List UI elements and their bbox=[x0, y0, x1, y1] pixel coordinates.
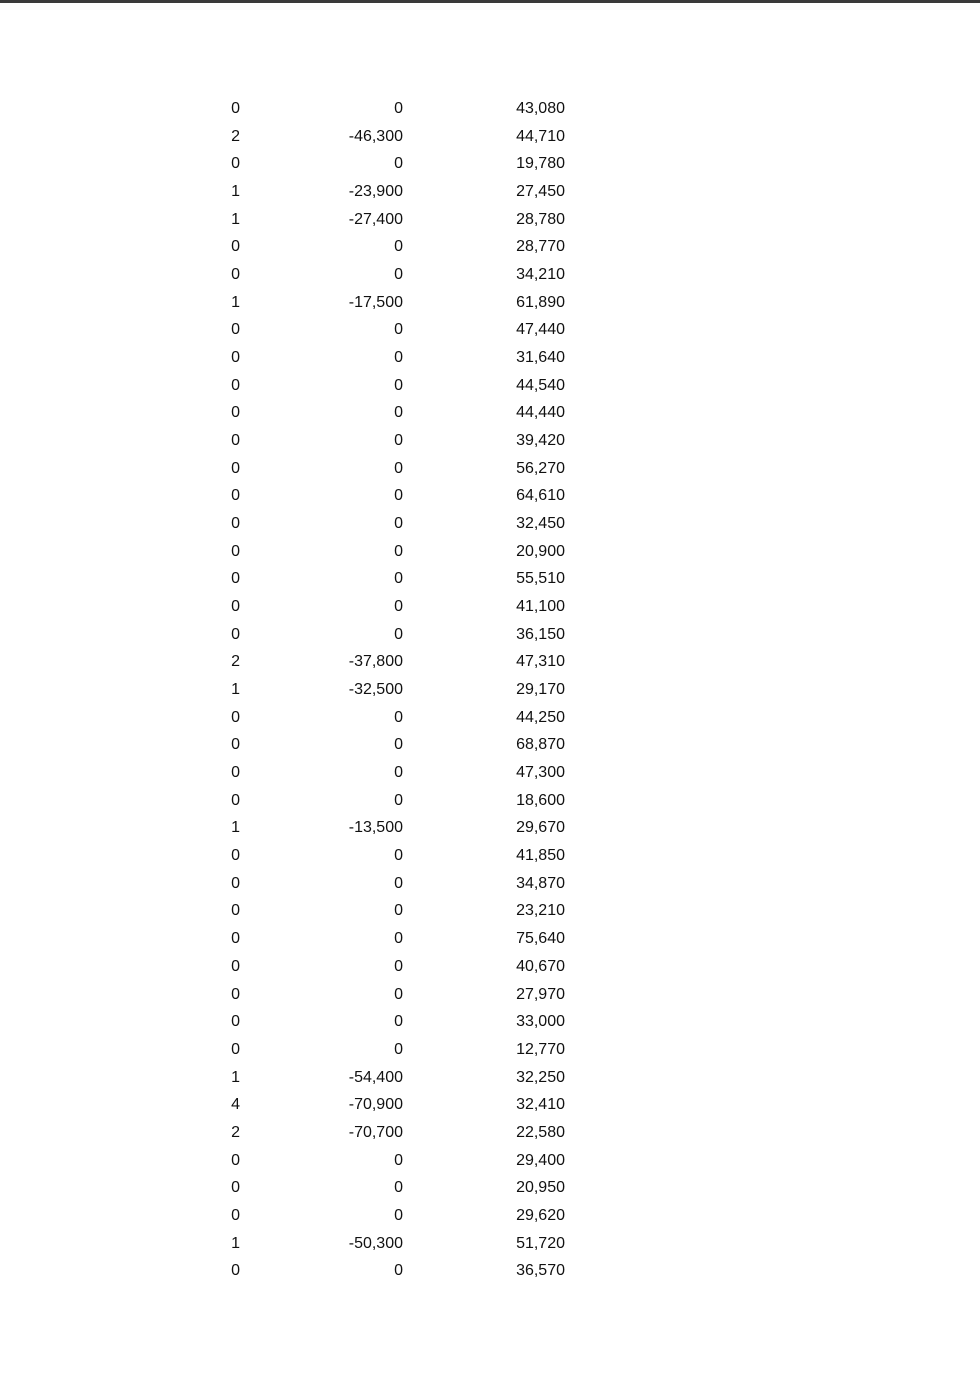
change-cell: 0 bbox=[394, 1013, 403, 1031]
data-table bbox=[0, 95, 980, 1285]
count-cell: 0 bbox=[231, 155, 240, 173]
change-cell: -54,400 bbox=[348, 1068, 403, 1086]
amount-cell: 32,250 bbox=[516, 1068, 565, 1086]
amount-cell: 44,440 bbox=[516, 404, 565, 422]
table-row bbox=[0, 704, 980, 732]
change-cell: -37,800 bbox=[348, 653, 403, 671]
amount-cell: 29,620 bbox=[516, 1206, 565, 1224]
table-row bbox=[0, 206, 980, 234]
change-cell: 0 bbox=[394, 1206, 403, 1224]
change-cell: 0 bbox=[394, 238, 403, 256]
change-cell: 0 bbox=[394, 459, 403, 477]
table-row bbox=[0, 981, 980, 1009]
table-row bbox=[0, 233, 980, 261]
change-cell: 0 bbox=[394, 847, 403, 865]
table-row bbox=[0, 1257, 980, 1285]
count-cell: 0 bbox=[231, 542, 240, 560]
count-cell: 0 bbox=[231, 930, 240, 948]
table-row bbox=[0, 1064, 980, 1092]
table-row bbox=[0, 1091, 980, 1119]
count-cell: 0 bbox=[231, 1179, 240, 1197]
amount-cell: 40,670 bbox=[516, 957, 565, 975]
amount-cell: 31,640 bbox=[516, 349, 565, 367]
count-cell: 0 bbox=[231, 404, 240, 422]
count-cell: 0 bbox=[231, 708, 240, 726]
count-cell: 0 bbox=[231, 459, 240, 477]
amount-cell: 29,400 bbox=[516, 1151, 565, 1169]
change-cell: 0 bbox=[394, 902, 403, 920]
change-cell: 0 bbox=[394, 764, 403, 782]
change-cell: 0 bbox=[394, 266, 403, 284]
amount-cell: 19,780 bbox=[516, 155, 565, 173]
amount-cell: 61,890 bbox=[516, 293, 565, 311]
table-row bbox=[0, 95, 980, 123]
amount-cell: 27,970 bbox=[516, 985, 565, 1003]
amount-cell: 51,720 bbox=[516, 1234, 565, 1252]
table-row bbox=[0, 482, 980, 510]
count-cell: 0 bbox=[231, 266, 240, 284]
table-row bbox=[0, 427, 980, 455]
amount-cell: 32,410 bbox=[516, 1096, 565, 1114]
table-row bbox=[0, 1202, 980, 1230]
change-cell: 0 bbox=[394, 874, 403, 892]
amount-cell: 20,900 bbox=[516, 542, 565, 560]
change-cell: 0 bbox=[394, 570, 403, 588]
count-cell: 0 bbox=[231, 847, 240, 865]
change-cell: 0 bbox=[394, 376, 403, 394]
table-row bbox=[0, 510, 980, 538]
count-cell: 1 bbox=[231, 1068, 240, 1086]
amount-cell: 43,080 bbox=[516, 100, 565, 117]
count-cell: 0 bbox=[231, 598, 240, 616]
change-cell: 0 bbox=[394, 487, 403, 505]
amount-cell: 18,600 bbox=[516, 791, 565, 809]
amount-cell: 23,210 bbox=[516, 902, 565, 920]
table-row bbox=[0, 897, 980, 925]
table-row bbox=[0, 289, 980, 317]
count-cell: 0 bbox=[231, 1013, 240, 1031]
table-row bbox=[0, 1174, 980, 1202]
table-row bbox=[0, 593, 980, 621]
change-cell: -13,500 bbox=[348, 819, 403, 837]
table-row bbox=[0, 565, 980, 593]
amount-cell: 44,540 bbox=[516, 376, 565, 394]
change-cell: 0 bbox=[394, 708, 403, 726]
count-cell: 0 bbox=[231, 349, 240, 367]
table-row bbox=[0, 150, 980, 178]
change-cell: -32,500 bbox=[348, 681, 403, 699]
change-cell: -70,700 bbox=[348, 1123, 403, 1141]
count-cell: 0 bbox=[231, 764, 240, 782]
count-cell: 2 bbox=[231, 127, 240, 145]
count-cell: 0 bbox=[231, 902, 240, 920]
change-cell: 0 bbox=[394, 404, 403, 422]
change-cell: 0 bbox=[394, 1040, 403, 1058]
table-row bbox=[0, 870, 980, 898]
count-cell: 0 bbox=[231, 1151, 240, 1169]
change-cell: 0 bbox=[394, 321, 403, 339]
count-cell: 0 bbox=[231, 321, 240, 339]
table-row bbox=[0, 399, 980, 427]
amount-cell: 47,310 bbox=[516, 653, 565, 671]
amount-cell: 56,270 bbox=[516, 459, 565, 477]
amount-cell: 47,440 bbox=[516, 321, 565, 339]
table-row bbox=[0, 814, 980, 842]
change-cell: 0 bbox=[394, 100, 403, 117]
table-row bbox=[0, 178, 980, 206]
amount-cell: 20,950 bbox=[516, 1179, 565, 1197]
amount-cell: 68,870 bbox=[516, 736, 565, 754]
amount-cell: 34,210 bbox=[516, 266, 565, 284]
change-cell: 0 bbox=[394, 349, 403, 367]
table-row bbox=[0, 676, 980, 704]
count-cell: 0 bbox=[231, 625, 240, 643]
table-row bbox=[0, 759, 980, 787]
count-cell: 0 bbox=[231, 515, 240, 533]
change-cell: 0 bbox=[394, 155, 403, 173]
amount-cell: 36,150 bbox=[516, 625, 565, 643]
table-row bbox=[0, 953, 980, 981]
amount-cell: 64,610 bbox=[516, 487, 565, 505]
table-row bbox=[0, 1147, 980, 1175]
change-cell: 0 bbox=[394, 625, 403, 643]
table-row bbox=[0, 621, 980, 649]
table-row bbox=[0, 1036, 980, 1064]
amount-cell: 28,780 bbox=[516, 210, 565, 228]
change-cell: 0 bbox=[394, 791, 403, 809]
count-cell: 0 bbox=[231, 874, 240, 892]
table-row bbox=[0, 538, 980, 566]
count-cell: 1 bbox=[231, 681, 240, 699]
count-cell: 0 bbox=[231, 238, 240, 256]
count-cell: 0 bbox=[231, 570, 240, 588]
count-cell: 0 bbox=[231, 736, 240, 754]
amount-cell: 22,580 bbox=[516, 1123, 565, 1141]
amount-cell: 41,850 bbox=[516, 847, 565, 865]
amount-cell: 75,640 bbox=[516, 930, 565, 948]
table-row bbox=[0, 123, 980, 151]
table-row bbox=[0, 925, 980, 953]
amount-cell: 36,570 bbox=[516, 1262, 565, 1280]
change-cell: -23,900 bbox=[348, 183, 403, 201]
amount-cell: 12,770 bbox=[516, 1040, 565, 1058]
change-cell: 0 bbox=[394, 985, 403, 1003]
table-row bbox=[0, 261, 980, 289]
table-row bbox=[0, 344, 980, 372]
count-cell: 1 bbox=[231, 293, 240, 311]
count-cell: 0 bbox=[231, 1262, 240, 1280]
change-cell: -27,400 bbox=[348, 210, 403, 228]
change-cell: -50,300 bbox=[348, 1234, 403, 1252]
count-cell: 0 bbox=[231, 1206, 240, 1224]
amount-cell: 44,250 bbox=[516, 708, 565, 726]
count-cell: 1 bbox=[231, 183, 240, 201]
amount-cell: 39,420 bbox=[516, 432, 565, 450]
change-cell: 0 bbox=[394, 1179, 403, 1197]
count-cell: 0 bbox=[231, 957, 240, 975]
count-cell: 4 bbox=[231, 1096, 240, 1114]
amount-cell: 34,870 bbox=[516, 874, 565, 892]
count-cell: 0 bbox=[231, 791, 240, 809]
amount-cell: 27,450 bbox=[516, 183, 565, 201]
change-cell: 0 bbox=[394, 1262, 403, 1280]
table-row bbox=[0, 1230, 980, 1258]
change-cell: 0 bbox=[394, 432, 403, 450]
count-cell: 1 bbox=[231, 819, 240, 837]
table-row bbox=[0, 316, 980, 344]
table-row bbox=[0, 731, 980, 759]
page-top-border bbox=[0, 0, 980, 3]
table-row bbox=[0, 372, 980, 400]
amount-cell: 47,300 bbox=[516, 764, 565, 782]
change-cell: 0 bbox=[394, 515, 403, 533]
count-cell: 0 bbox=[231, 432, 240, 450]
change-cell: 0 bbox=[394, 598, 403, 616]
count-cell: 0 bbox=[231, 487, 240, 505]
amount-cell: 44,710 bbox=[516, 127, 565, 145]
change-cell: 0 bbox=[394, 930, 403, 948]
change-cell: 0 bbox=[394, 957, 403, 975]
change-cell: -46,300 bbox=[348, 127, 403, 145]
table-row bbox=[0, 1119, 980, 1147]
count-cell: 2 bbox=[231, 1123, 240, 1141]
amount-cell: 33,000 bbox=[516, 1013, 565, 1031]
count-cell: 2 bbox=[231, 653, 240, 671]
change-cell: 0 bbox=[394, 542, 403, 560]
amount-cell: 41,100 bbox=[516, 598, 565, 616]
table-row bbox=[0, 455, 980, 483]
amount-cell: 29,670 bbox=[516, 819, 565, 837]
count-cell: 0 bbox=[231, 1040, 240, 1058]
change-cell: 0 bbox=[394, 1151, 403, 1169]
amount-cell: 32,450 bbox=[516, 515, 565, 533]
change-cell: -70,900 bbox=[348, 1096, 403, 1114]
change-cell: -17,500 bbox=[348, 293, 403, 311]
count-cell: 0 bbox=[231, 985, 240, 1003]
table-row bbox=[0, 648, 980, 676]
table-row bbox=[0, 842, 980, 870]
amount-cell: 29,170 bbox=[516, 681, 565, 699]
count-cell: 0 bbox=[231, 376, 240, 394]
count-cell: 1 bbox=[231, 210, 240, 228]
count-cell: 0 bbox=[231, 100, 240, 117]
amount-cell: 55,510 bbox=[516, 570, 565, 588]
table-row bbox=[0, 1008, 980, 1036]
change-cell: 0 bbox=[394, 736, 403, 754]
count-cell: 1 bbox=[231, 1234, 240, 1252]
amount-cell: 28,770 bbox=[516, 238, 565, 256]
table-row bbox=[0, 787, 980, 815]
